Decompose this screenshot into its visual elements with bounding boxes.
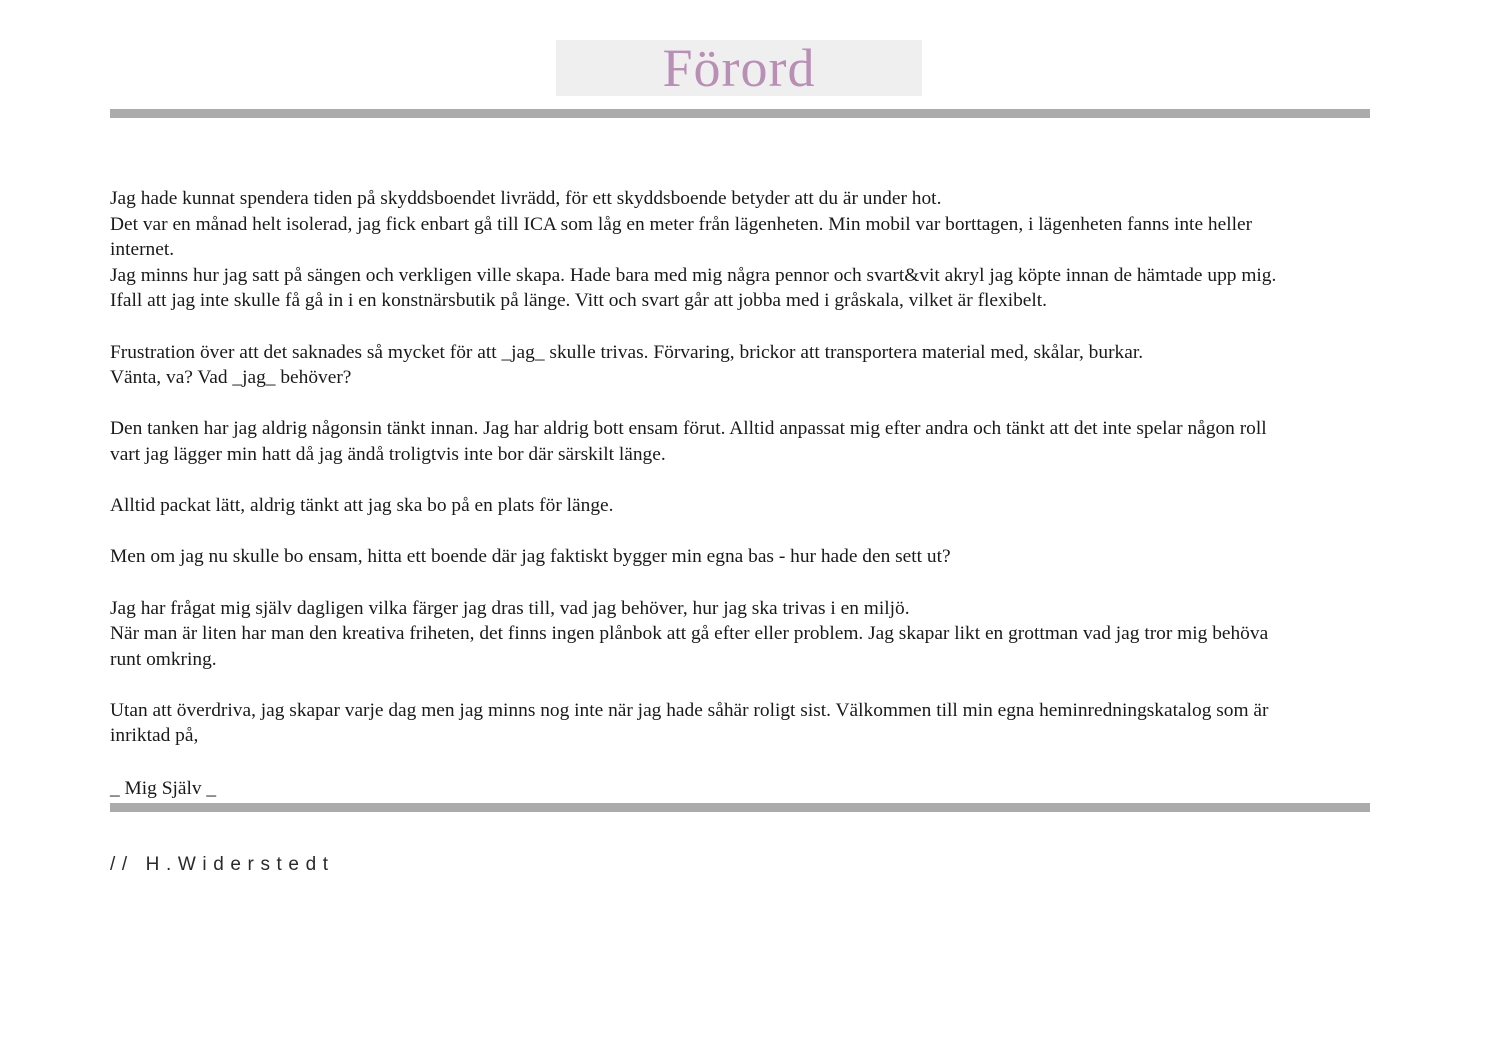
- text-line: Den tanken har jag aldrig någonsin tänkt innan. Jag har aldrig bott ensam förut. Alltid anpassat mig efter andra och tänkt att det inte spelar någon roll: [110, 418, 1267, 440]
- text-line: Det var en månad helt isolerad, jag fick enbart gå till ICA som låg en meter från lägenheten. Min mobil var borttagen, i lägenheten fanns inte heller: [110, 213, 1253, 235]
- paragraph-5: [110, 544, 1395, 570]
- text-line: Frustration över att det saknades så mycket för att _jag_ skulle trivas. Förvaring, brickor att transportera material med, skålar, burkar.: [110, 341, 1144, 363]
- top-divider: [110, 109, 1370, 118]
- author-credit: // H.Widerstedt: [110, 854, 335, 875]
- paragraph-1: [110, 186, 1395, 314]
- text-line: Men om jag nu skulle bo ensam, hitta ett boende där jag faktiskt bygger min egna bas - hur hade den sett ut?: [110, 546, 951, 568]
- text-line: Jag hade kunnat spendera tiden på skyddsboendet livrädd, för ett skyddsboende betyder att du är under hot.: [110, 188, 942, 209]
- text-line: Jag minns hur jag satt på sängen och verkligen ville skapa. Hade bara med mig några pennor och svart&vit akryl jag köpte innan de hämtade upp mig.: [110, 264, 1277, 286]
- text-line: Alltid packat lätt, aldrig tänkt att jag ska bo på en plats för länge.: [110, 495, 614, 517]
- page-title: Förord: [662, 38, 816, 98]
- text-line: Jag har frågat mig själv dagligen vilka färger jag dras till, vad jag behöver, hur jag ska trivas i en miljö.: [110, 597, 910, 619]
- text-line: Vänta, va? Vad _jag_ behöver?: [110, 367, 352, 389]
- paragraph-3: [110, 416, 1395, 467]
- paragraph-4: [110, 493, 1395, 519]
- body-text: [110, 186, 1395, 775]
- paragraph-2: [110, 340, 1395, 391]
- signature: _ Mig Själv _: [110, 778, 217, 799]
- text-line: Ifall att jag inte skulle få gå in i en konstnärsbutik på länge. Vitt och svart går att jobba med i gråskala, vilket är flexibelt.: [110, 290, 1048, 312]
- paragraph-7: [110, 698, 1395, 749]
- title-box: [556, 40, 922, 96]
- bottom-divider: [110, 803, 1370, 812]
- text-line: runt omkring.: [110, 648, 217, 670]
- text-line: Utan att överdriva, jag skapar varje dag men jag minns nog inte när jag hade såhär roligt sist. Välkommen till min egna heminredningskatalog som är: [110, 699, 1269, 721]
- text-line: När man är liten har man den kreativa friheten, det finns ingen plånbok att gå efter eller problem. Jag skapar likt en grottman vad jag tror mig behöva: [110, 623, 1269, 645]
- text-line: internet.: [110, 239, 175, 261]
- paragraph-6: [110, 596, 1395, 673]
- text-line: vart jag lägger min hatt då jag ändå troligtvis inte bor där särskilt länge.: [110, 443, 666, 465]
- text-line: inriktad på,: [110, 725, 199, 747]
